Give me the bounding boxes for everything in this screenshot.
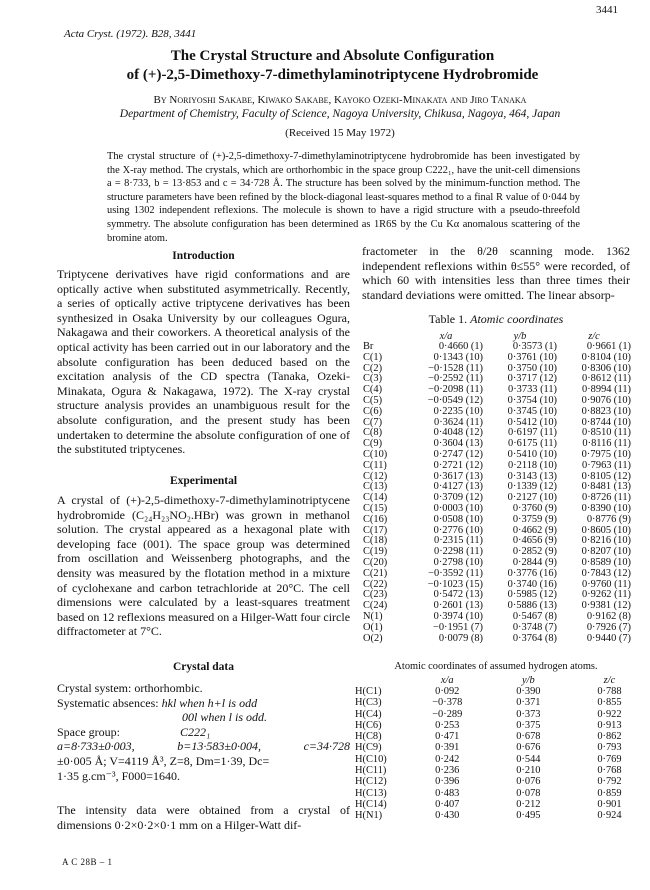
column-header: y/b xyxy=(513,330,527,342)
coordinate-cell: 0·792 xyxy=(597,776,622,788)
coordinate-cell: 0·8216 (10) xyxy=(581,535,631,547)
column-header: z/c xyxy=(603,674,616,686)
coordinate-cell: 0·3733 (11) xyxy=(508,384,557,396)
coordinate-cell: 0·3604 (13) xyxy=(433,438,483,450)
coordinate-cell: 0·0003 (10) xyxy=(433,502,483,514)
space-group-value: C222₁ xyxy=(180,724,211,739)
atom-label: H(C13) xyxy=(355,787,387,799)
coordinate-cell: 0·2852 (9) xyxy=(512,546,557,558)
coordinate-cell: 0·375 xyxy=(516,719,541,731)
coordinate-cell: 0·1339 (12) xyxy=(507,481,557,493)
atom-label: C(23) xyxy=(363,589,388,601)
atom-label: C(3) xyxy=(363,373,383,385)
coordinate-cell: 0·3624 (11) xyxy=(434,416,483,428)
coordinate-cell: 0·2844 (9) xyxy=(512,556,557,568)
atom-label: C(9) xyxy=(363,438,383,450)
column-header: x/a xyxy=(439,330,453,342)
page-number: 3441 xyxy=(596,4,618,16)
table-row xyxy=(355,810,650,821)
crystal-data-heading: Crystal data xyxy=(172,661,234,673)
coordinate-cell: 0·8589 (10) xyxy=(581,556,631,568)
coordinate-cell: 0·092 xyxy=(435,686,460,697)
atom-label: C(14) xyxy=(363,492,388,504)
coordinate-cell: 0·793 xyxy=(597,742,622,754)
coordinate-cell: 0·8104 (10) xyxy=(581,351,631,363)
coordinate-cell: 0·788 xyxy=(597,686,622,697)
table-row xyxy=(363,461,631,472)
coordinate-cell: 0·8776 (9) xyxy=(586,513,631,525)
coordinate-cell: 0·8605 (10) xyxy=(581,524,631,536)
atom-label: O(2) xyxy=(363,632,383,644)
coordinate-cell: 0·9076 (10) xyxy=(581,394,631,406)
hydrogen-body xyxy=(355,686,650,822)
absences-row-2 xyxy=(57,710,350,725)
table-row xyxy=(355,765,650,776)
coordinate-cell: −0·289 xyxy=(432,708,463,720)
experimental-heading: Experimental xyxy=(169,475,238,487)
coordinate-cell: 0·371 xyxy=(516,697,541,709)
coordinate-cell: 0·8612 (11) xyxy=(582,373,631,385)
atom-label: C(7) xyxy=(363,416,383,428)
coordinate-cell: 0·2776 (10) xyxy=(433,524,483,536)
coordinate-cell: 0·9162 (8) xyxy=(586,610,631,622)
coordinate-cell: 0·9440 (7) xyxy=(586,632,631,644)
coordinate-cell: 0·3764 (8) xyxy=(512,632,557,644)
atom-label: C(5) xyxy=(363,394,383,406)
coordinate-cell: 0·430 xyxy=(435,810,460,822)
coordinate-cell: 0·3573 (1) xyxy=(512,341,557,352)
table-row xyxy=(355,754,650,765)
coordinate-cell: 0·2747 (12) xyxy=(433,448,483,460)
atom-label: C(6) xyxy=(363,405,383,417)
title-line-2: of (+)-2,5-Dimethoxy-7-dimethylaminotriptycene Hydrobromide xyxy=(126,67,539,83)
coordinate-cell: −0·3592 (11) xyxy=(428,567,483,579)
atom-label: H(C6) xyxy=(355,719,382,731)
table-row xyxy=(355,686,650,697)
coordinate-cell: 0·210 xyxy=(516,765,541,777)
right-top-text: fractometer in the θ/2θ scanning mode. 1362 independent reflexions within θ≤55° were recorded, of which 60 with intensities less than three times their standard deviations were omitted. The linear absorp- xyxy=(362,244,630,302)
column-header: x/a xyxy=(440,674,454,686)
coordinate-cell: 0·2118 (10) xyxy=(508,459,557,471)
coordinate-cell: −0·378 xyxy=(432,697,463,709)
coordinate-cell: 0·7975 (10) xyxy=(581,448,631,460)
coordinate-cell: 0·5410 (10) xyxy=(507,448,557,460)
coordinate-cell: 0·3760 (9) xyxy=(512,502,557,514)
atom-label: C(13) xyxy=(363,481,388,493)
coordinate-cell: 0·924 xyxy=(597,810,622,822)
coordinate-cell: 0·4048 (12) xyxy=(433,427,483,439)
coordinate-cell: 0·2127 (10) xyxy=(507,492,557,504)
coordinate-cell: 0·2798 (10) xyxy=(433,556,483,568)
coordinate-cell: 0·3617 (13) xyxy=(433,470,483,482)
table-header-row xyxy=(355,674,650,686)
coordinate-cell: 0·8390 (10) xyxy=(581,502,631,514)
coordinate-cell: 0·253 xyxy=(435,719,460,731)
atom-label: H(N1) xyxy=(355,810,383,822)
coordinate-cell: 0·3776 (16) xyxy=(507,567,557,579)
coordinate-cell: 0·8726 (11) xyxy=(582,492,631,504)
atom-label: H(C8) xyxy=(355,731,382,743)
coordinate-cell: 0·859 xyxy=(597,787,622,799)
atom-label: C(11) xyxy=(363,459,387,471)
coordinate-cell: 0·3759 (9) xyxy=(512,513,557,525)
atom-label: H(C12) xyxy=(355,776,387,788)
table-row xyxy=(363,353,631,364)
coordinate-cell: 0·6175 (11) xyxy=(508,438,557,450)
coordinate-cell: 0·2601 (13) xyxy=(433,600,483,612)
coordinate-cell: 0·236 xyxy=(435,765,460,777)
atom-label: H(C3) xyxy=(355,697,382,709)
table-row xyxy=(355,731,650,742)
cell-b: b=13·583±0·004, xyxy=(177,739,261,754)
coordinate-cell: 0·8481 (13) xyxy=(581,481,631,493)
table-row xyxy=(355,720,650,731)
coordinate-cell: 0·544 xyxy=(516,753,541,765)
cell-row-3: 1·35 g.cm⁻³, F000=1640. xyxy=(57,768,181,783)
coordinate-cell: 0·7843 (12) xyxy=(581,567,631,579)
coordinate-cell: 0·8510 (11) xyxy=(582,427,631,439)
absence-2: 00l when l is odd. xyxy=(182,710,268,725)
coordinate-cell: 0·2235 (10) xyxy=(433,405,483,417)
cell-a: a=8·733±0·003, xyxy=(57,739,135,754)
introduction-heading: Introduction xyxy=(172,250,235,262)
coordinate-cell: 0·4127 (13) xyxy=(433,481,483,493)
coordinate-cell: 0·3745 (10) xyxy=(507,405,557,417)
atom-label: C(19) xyxy=(363,546,388,558)
table1-caption xyxy=(362,312,630,327)
cell-row-1 xyxy=(57,739,350,754)
crystal-data-block xyxy=(57,681,350,783)
coordinate-cell: 0·8994 (11) xyxy=(582,384,631,396)
coordinate-cell: 0·8207 (10) xyxy=(581,546,631,558)
experimental-text: A crystal of (+)-2,5-dimethoxy-7-dimethylaminotriptycene hydrobromide (C₂₄H₂₃NO₂.HBr) was grown in methanol solution. The crystal appeared as a hexagonal plate with developing face (001). The space group was determined from oscillation and Weissenberg photographs, and the density was measured by the flotation method in a mixture of cyclohexane and carbon tetrachloride at 20°C. The cell dimensions were calculated by a least-squares treatment based on 12 reflexions measured on a Hilger-Watt four circle diffractometer at 7°C. xyxy=(57,493,351,639)
table-row xyxy=(363,623,631,634)
coordinate-cell: 0·676 xyxy=(516,742,541,754)
coordinate-cell: 0·678 xyxy=(516,731,541,743)
coordinate-cell: 0·2315 (11) xyxy=(434,535,483,547)
journal-citation: Acta Cryst. (1972). B28, 3441 xyxy=(64,28,197,40)
coordinate-cell: 0·3748 (7) xyxy=(512,621,557,633)
atom-label: H(C9) xyxy=(355,742,382,754)
coordinate-cell: 0·855 xyxy=(597,697,622,709)
atom-label: C(21) xyxy=(363,567,388,579)
coordinate-cell: 0·0079 (8) xyxy=(438,632,483,644)
coordinate-cell: 0·3717 (12) xyxy=(507,373,557,385)
atom-label: C(22) xyxy=(363,578,388,590)
table-row xyxy=(363,634,631,645)
coordinate-cell: 0·495 xyxy=(516,810,541,822)
coordinate-cell: 0·3143 (13) xyxy=(507,470,557,482)
atom-label: Br xyxy=(363,341,374,352)
coordinate-cell: 0·922 xyxy=(597,708,622,720)
coordinate-cell: 0·5467 (8) xyxy=(512,610,557,622)
coordinate-cell: 0·5412 (10) xyxy=(507,416,557,428)
coordinate-cell: 0·913 xyxy=(597,719,622,731)
coordinate-cell: 0·5985 (12) xyxy=(507,589,557,601)
coordinate-cell: 0·471 xyxy=(435,731,460,743)
table-row xyxy=(355,697,650,708)
table-row xyxy=(355,776,650,787)
absences-label: Systematic absences: xyxy=(57,695,159,710)
coordinate-cell: 0·4660 (1) xyxy=(438,341,483,352)
atom-label: C(20) xyxy=(363,556,388,568)
cell-c: c=34·728 xyxy=(303,739,350,754)
coordinate-cell: 0·862 xyxy=(597,731,622,743)
table-row xyxy=(355,799,650,810)
atom-label: H(C10) xyxy=(355,753,387,765)
coordinate-cell: 0·407 xyxy=(435,798,460,810)
coordinate-cell: 0·483 xyxy=(435,787,460,799)
coordinate-cell: 0·3740 (16) xyxy=(507,578,557,590)
coordinate-cell: 0·9760 (11) xyxy=(582,578,631,590)
coordinate-cell: 0·9262 (11) xyxy=(582,589,631,601)
coordinate-cell: 0·901 xyxy=(597,798,622,810)
table-row xyxy=(355,788,650,799)
column-header: y/b xyxy=(522,674,535,686)
coordinate-cell: 0·5886 (13) xyxy=(507,600,557,612)
atom-label: C(2) xyxy=(363,362,383,374)
coordinate-cell: 0·396 xyxy=(435,776,460,788)
coordinate-cell: −0·1023 (15) xyxy=(427,578,483,590)
coordinate-cell: 0·8116 (11) xyxy=(582,438,631,450)
coordinate-cell: −0·2592 (11) xyxy=(428,373,483,385)
coordinate-cell: −0·0549 (12) xyxy=(427,394,483,406)
received-date: (Received 15 May 1972) xyxy=(285,127,395,139)
atom-label: C(1) xyxy=(363,351,383,363)
atomic-coordinates-table xyxy=(363,330,631,644)
coordinate-cell: 0·390 xyxy=(516,686,541,697)
coordinate-cell: 0·2298 (11) xyxy=(434,546,483,558)
atom-label: H(C1) xyxy=(355,686,382,697)
hydrogen-coordinates-table xyxy=(355,674,650,822)
atom-label: C(24) xyxy=(363,600,388,612)
coordinate-cell: 0·3974 (10) xyxy=(433,610,483,622)
coordinate-cell: 0·373 xyxy=(516,708,541,720)
absences-row-1 xyxy=(57,696,350,711)
coordinate-cell: 0·7926 (7) xyxy=(586,621,631,633)
coordinate-cell: 0·076 xyxy=(516,776,541,788)
coordinate-cell: 0·1343 (10) xyxy=(433,351,483,363)
coordinate-cell: 0·2721 (12) xyxy=(433,459,483,471)
coordinate-cell: 0·768 xyxy=(597,765,622,777)
coordinate-cell: 0·8744 (10) xyxy=(581,416,631,428)
atom-label: N(1) xyxy=(363,610,383,622)
coordinate-cell: 0·3750 (10) xyxy=(507,362,557,374)
coordinate-cell: 0·212 xyxy=(516,798,541,810)
coordinates-body xyxy=(363,342,631,644)
coordinate-cell: 0·0508 (10) xyxy=(433,513,483,525)
coordinate-cell: 0·8306 (10) xyxy=(581,362,631,374)
table1-caption-prefix: Table 1. xyxy=(428,312,468,326)
coordinate-cell: 0·078 xyxy=(516,787,541,799)
table-row xyxy=(363,569,631,580)
coordinate-cell: 0·6197 (11) xyxy=(508,427,557,439)
coordinate-cell: 0·3761 (10) xyxy=(507,351,557,363)
coordinate-cell: 0·3754 (10) xyxy=(507,394,557,406)
introduction-text: Triptycene derivatives have rigid conformations and are optically active when substituted asymmetrically. Recently, a series of optically active triptycene derivatives has been synthesized in Osaka University by our colleagues Ogura, Nakagawa and their coworkers. A theoretical analysis of the optical activity has been carried out in our laboratory and the absolute configuration has been deduced based on the excitation analysis of the CD spectra (Tanaka, Ozeki-Minakata, Ogura & Nakagawa, 1972). The X-ray crystal structure analysis provides an unambiguous result for the absolute configuration, and the present study has been undertaken to determine the absolute configuration of one of the substituted triptycenes. xyxy=(57,267,350,457)
coordinate-cell: 0·4662 (9) xyxy=(512,524,557,536)
coordinate-cell: 0·8105 (12) xyxy=(581,470,631,482)
crystal-system: Crystal system: orthorhombic. xyxy=(57,681,203,695)
intensity-text: The intensity data were obtained from a crystal of dimensions 0·2×0·2×0·1 mm on a Hilger-Watt dif- xyxy=(57,803,350,832)
absence-1: hkl when h+l is odd xyxy=(161,695,258,710)
coordinate-cell: −0·2098 (11) xyxy=(428,384,483,396)
coordinate-cell: 0·9661 (1) xyxy=(586,341,631,352)
table-row xyxy=(355,709,650,720)
atom-label: C(15) xyxy=(363,502,388,514)
coordinate-cell: 0·769 xyxy=(597,753,622,765)
coordinate-cell: 0·9381 (12) xyxy=(581,600,631,612)
atom-label: C(16) xyxy=(363,513,388,525)
atom-label: C(18) xyxy=(363,535,388,547)
atom-label: C(12) xyxy=(363,470,388,482)
atom-label: C(8) xyxy=(363,427,383,439)
authors xyxy=(60,94,620,106)
coordinate-cell: 0·4656 (9) xyxy=(512,535,557,547)
coordinate-cell: 0·8823 (10) xyxy=(581,405,631,417)
table-row xyxy=(355,742,650,753)
column-header: z/c xyxy=(588,330,600,342)
coordinate-cell: 0·3709 (12) xyxy=(433,492,483,504)
title-line-1: The Crystal Structure and Absolute Configuration xyxy=(170,48,495,64)
atom-label: H(C4) xyxy=(355,708,382,720)
coordinate-cell: −0·1528 (11) xyxy=(428,362,483,374)
atom-label: C(17) xyxy=(363,524,388,536)
coordinate-cell: −0·1951 (7) xyxy=(432,621,483,633)
abstract: The crystal structure of (+)-2,5-dimethoxy-7-dimethylaminotriptycene hydrobromide has been investigated by the X-ray method. The crystals, which are orthorhombic in the space group C222₁, have the unit-cell dimensions a = 8·733, b = 13·853 and c = 34·728 Å. The structure has been solved by the minimum-function method. The structure parameters have been refined by the block-diagonal least-squares method to a final R value of 0·044 by using 1302 independent reflexions. The molecule is shown to have a rigid structure with a pseudo-threefold symmetry. The absolute configuration has been determined as 1R6S by the Cu Kα anomalous scattering of the bromine atom. xyxy=(107,151,580,244)
space-group-row xyxy=(57,725,350,740)
authors-names: Noriyoshi Sakabe, Kiwako Sakabe, Kayoko Ozeki-Minakata and Jiro Tanaka xyxy=(169,94,527,106)
coordinate-cell: 0·7963 (11) xyxy=(582,459,631,471)
page-footer: A C 28B – 1 xyxy=(62,857,113,867)
atom-label: H(C11) xyxy=(355,765,387,777)
coordinate-cell: 0·391 xyxy=(435,742,460,754)
hydrogen-table-caption: Atomic coordinates of assumed hydrogen atoms. xyxy=(394,661,598,672)
atom-label: H(C14) xyxy=(355,798,387,810)
atom-label: C(10) xyxy=(363,448,388,460)
coordinate-cell: 0·242 xyxy=(435,753,460,765)
atom-label: C(4) xyxy=(363,384,383,396)
cell-row-2: ±0·005 Å; V=4119 Å³, Z=8, Dm=1·39, Dc= xyxy=(57,753,270,768)
table-row xyxy=(363,407,631,418)
department: Department of Chemistry, Faculty of Science, Nagoya University, Chikusa, Nagoya, 464, Japan xyxy=(119,108,561,120)
authors-prefix: By xyxy=(153,94,167,106)
atom-label: O(1) xyxy=(363,621,383,633)
coordinate-cell: 0·5472 (13) xyxy=(433,589,483,601)
table1-caption-text: Atomic coordinates xyxy=(470,312,564,326)
space-group-label: Space group: xyxy=(57,724,120,739)
table-row xyxy=(363,515,631,526)
